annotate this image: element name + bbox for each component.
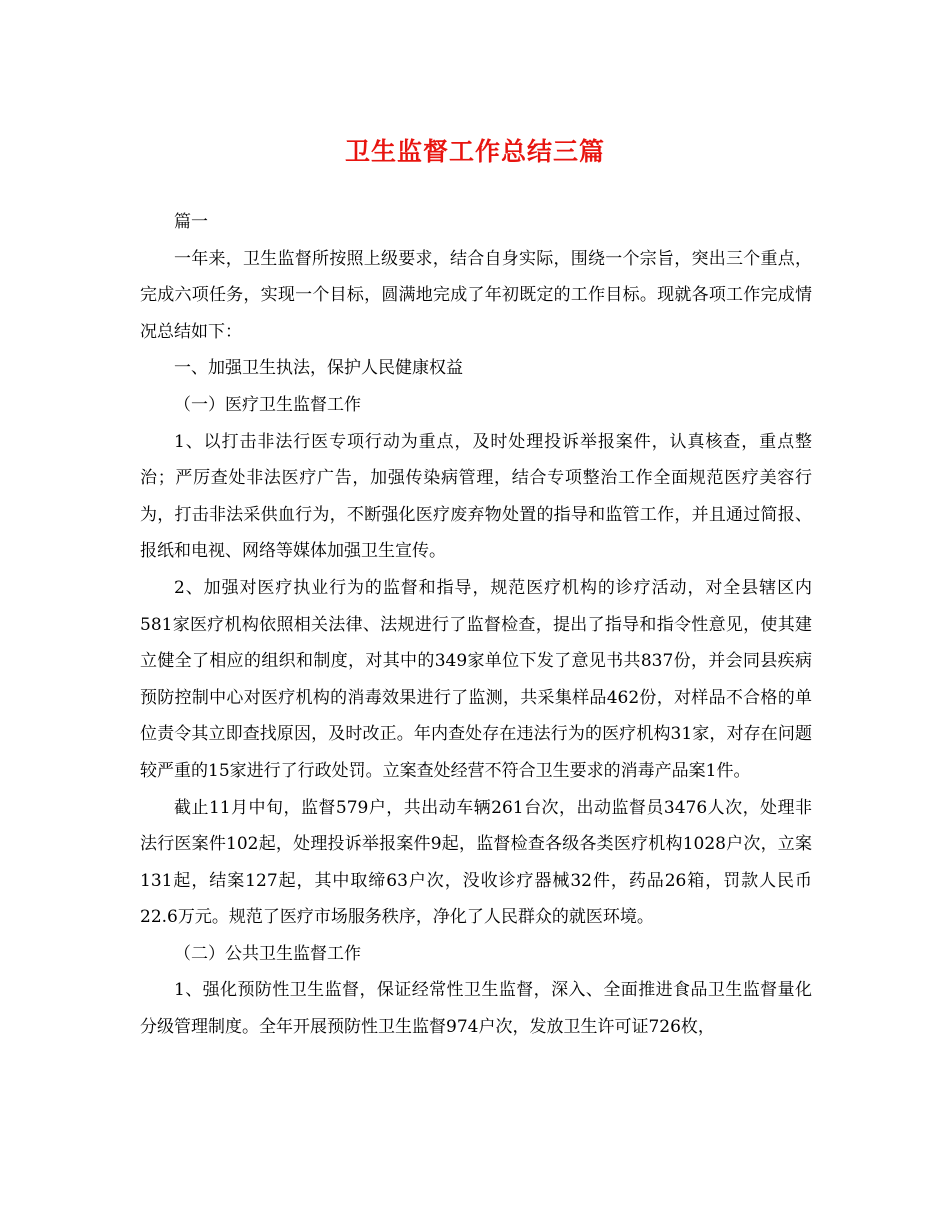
paragraph-item-2: 2、加强对医疗执业行为的监督和指导，规范医疗机构的诊疗活动，对全县辖区内581家医疗机构依照相关法律、法规进行了监督检查，提出了指导和指令性意见，使其建立健全了相应的组织和制度，对其中的349家单位下发了意见书共837份，并会同县疾病预防控制中心对医疗机构的消毒效果进行了监测，共采集样品462份，对样品不合格的单位责令其立即查找原因，及时改正。年内查处存在违法行为的医疗机构31家，对存在问题较严重的15家进行了行政处罚。立案查处经营不符合卫生要求的消毒产品案1件。 — [140, 577, 812, 781]
subheading-public-health: （二）公共卫生监督工作 — [174, 943, 361, 964]
heading-law-enforcement: 一、加强卫生执法，保护人民健康权益 — [174, 358, 463, 379]
intro-paragraph: 一年来，卫生监督所按照上级要求，结合自身实际，围绕一个宗旨，突出三个重点，完成六项任务，实现一个目标，圆满地完成了年初既定的工作目标。现就各项工作完成情况总结如下： — [140, 248, 812, 342]
paragraph-public-item-1: 1、强化预防性卫生监督，保证经常性卫生监督，深入、全面推进食品卫生监督量化分级管理制度。全年开展预防性卫生监督974户次，发放卫生许可证726枚， — [140, 980, 812, 1038]
document-title: 卫生监督工作总结三篇 — [344, 137, 605, 166]
document-body — [140, 204, 812, 1046]
paragraph-statistics: 截止11月中旬，监督579户，共出动车辆261台次，出动监督员3476人次，处理非法行医案件102起，处理投诉举报案件9起，监督检查各级各类医疗机构1028户次，立案131起，结案127起，其中取缔63户次，没收诊疗器械32件，药品26箱，罚款人民币22.6万元。规范了医疗市场服务秩序，净化了人民群众的就医环境。 — [140, 797, 812, 928]
section-label-part-one: 篇一 — [174, 212, 208, 232]
subheading-medical-supervision: （一）医疗卫生监督工作 — [174, 394, 361, 415]
paragraph-item-1: 1、以打击非法行医专项行动为重点，及时处理投诉举报案件，认真核查，重点整治；严厉查处非法医疗广告，加强传染病管理，结合专项整治工作全面规范医疗美容行为，打击非法采供血行为，不断强化医疗废弃物处置的指导和监管工作，并且通过简报、报纸和电视、网络等媒体加强卫生宣传。 — [140, 431, 812, 562]
